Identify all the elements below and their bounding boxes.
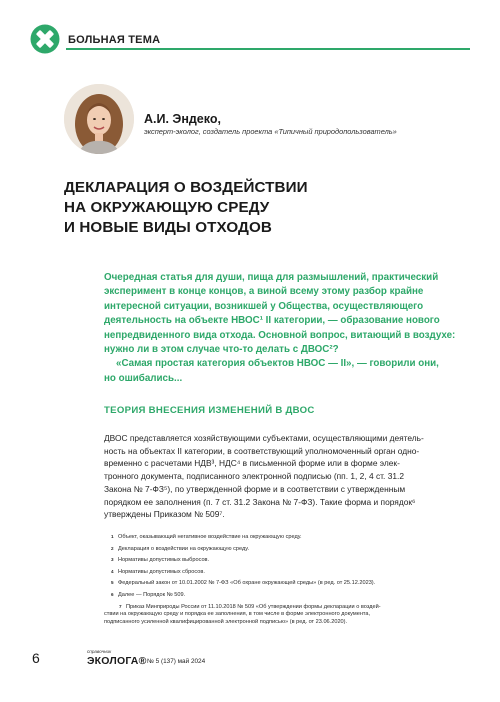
title-line: НА ОКРУЖАЮЩУЮ СРЕДУ: [64, 199, 270, 216]
footnote: [104, 546, 474, 554]
footnote-text: Федеральный закон от 10.01.2002 № 7-ФЗ «Об охране окружающей среды» (в ред. от 25.12.2023).: [118, 580, 376, 587]
footnote: [104, 592, 474, 600]
footnote: [104, 557, 474, 565]
body-line: порядком ее заполнения (п. 7 ст. 31.2 Закона № 7-ФЗ). Такие форма и порядок⁶: [104, 496, 416, 507]
title-line: И НОВЫЕ ВИДЫ ОТХОДОВ: [64, 219, 272, 236]
lead-paragraph: [104, 271, 476, 386]
plus-cross-icon: [30, 24, 60, 54]
body-line: тронного документа, подписанного электронной подписью (пп. 1, 2, 4 ст. 31.2: [104, 471, 405, 482]
footnote: [104, 604, 474, 627]
article-title: [64, 178, 444, 238]
lead-line: непредвиденного вида отхода. Основной вопрос, витающий в воздухе:: [104, 329, 456, 341]
author-role: эксперт-эколог, создатель проекта «Типичный природопользователь»: [144, 127, 397, 136]
title-line: ДЕКЛАРАЦИЯ О ВОЗДЕЙСТВИИ: [64, 179, 308, 196]
footnote: [104, 580, 474, 588]
footnote-text: подписанного усиленной квалифицированной электронной подписью» (в ред. от 23.06.2020).: [104, 618, 348, 625]
lead-line: эксперимент в конце концов, а виной всему этому разбор крайне: [104, 286, 424, 298]
body-line: Закона № 7-ФЗ⁵), по утвержденной форме и в соответствии с утвержденным: [104, 483, 406, 494]
lead-line: деятельность на объекте НВОС¹ II категории, — образование нового: [104, 315, 440, 327]
lead-line: Очередная статья для души, пища для размышлений, практический: [104, 272, 439, 283]
footnotes: [104, 534, 474, 630]
footnote-number: 2: [111, 545, 114, 551]
section-label: БОЛЬНАЯ ТЕМА: [68, 34, 161, 46]
footnote-text: Объект, оказывающий негативное воздействие на окружающую среду.: [118, 534, 302, 540]
footnote-text: Нормативы допустимых сбросов.: [118, 568, 205, 575]
lead-line: но ошибались...: [104, 372, 183, 384]
body-line: ность на объектах II категории, в соответствующий уполномоченный орган одно-: [104, 445, 420, 456]
page-number: 6: [32, 650, 40, 666]
footnote-number: 3: [111, 557, 114, 563]
body-line: временно с расчетами НДВ³, НДС⁴ в письменной форме или в форме элек-: [104, 458, 400, 469]
publication-logo: ЭКОЛОГА®: [87, 655, 147, 667]
footnote-number: 6: [111, 591, 114, 597]
lead-line: интересной ситуации, возникшей у Общества, осуществляющего: [104, 300, 424, 312]
body-line: ДВОС представляется хозяйствующими субъектами, осуществляющими деятель-: [104, 433, 424, 443]
footnote-text: Нормативы допустимых выбросов.: [118, 557, 210, 564]
footnote-text: Далее — Порядок № 509.: [118, 591, 186, 598]
footnote-number: 4: [111, 568, 114, 574]
author-avatar: [64, 84, 134, 154]
publication-tagline: справочник: [87, 649, 112, 654]
section-heading: ТЕОРИЯ ВНЕСЕНИЯ ИЗМЕНЕНИЙ В ДВОС: [104, 405, 315, 416]
footnote-text: Приказ Минприроды России от 11.10.2018 № 509 «Об утверждении формы декларации о воздей-: [126, 603, 381, 610]
footnote-number: 7: [119, 603, 122, 609]
header-rule: [66, 48, 470, 50]
footnote-text: Декларация о воздействии на окружающую среду.: [118, 545, 250, 552]
footnote-number: 5: [111, 580, 114, 586]
footnote-text: ствии на окружающую среду и порядка ее заполнения, в том числе в форме электронного документа,: [104, 611, 371, 618]
lead-line: нужно ли в этом случае что-то делать с ДВОС²?: [104, 344, 339, 356]
body-paragraph: [104, 432, 474, 521]
issue-info: № 5 (137) май 2024: [147, 658, 206, 665]
footnote: [104, 569, 474, 577]
lead-line: «Самая простая категория объектов НВОС — II», — говорили они,: [116, 358, 439, 370]
footnote: [104, 534, 474, 542]
footnote-number: 1: [111, 534, 114, 539]
body-line: утверждены Приказом № 509⁷.: [104, 509, 225, 520]
author-name: А.И. Эндеко,: [144, 112, 221, 126]
